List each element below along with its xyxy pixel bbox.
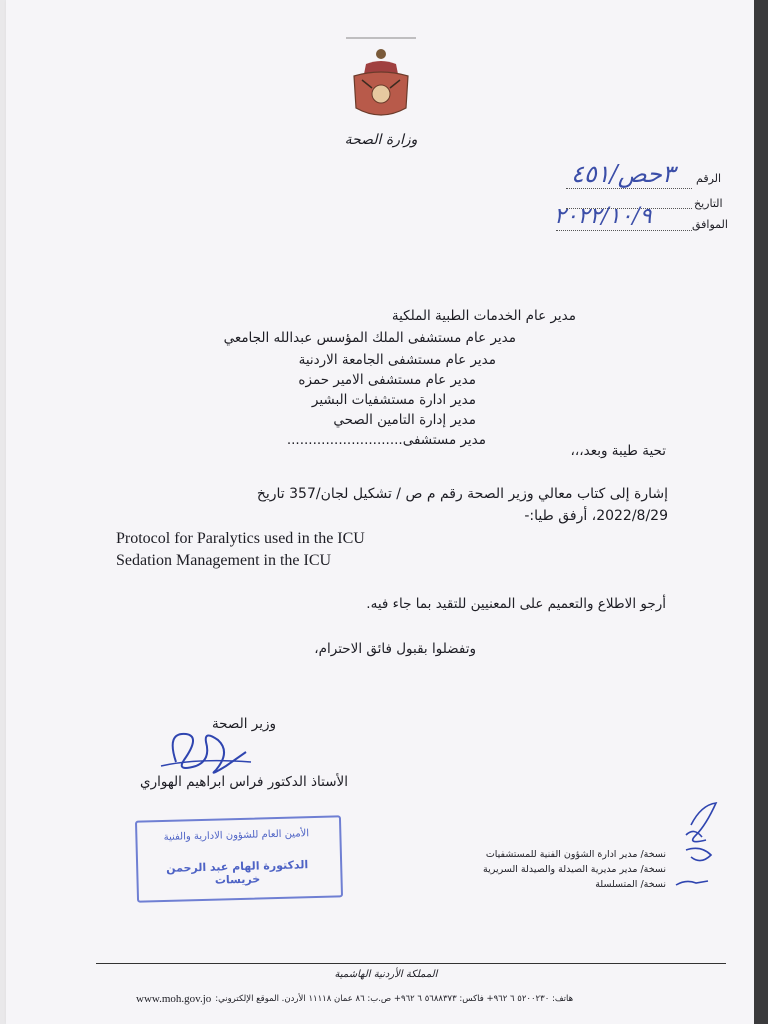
footer-contact-row — [136, 989, 688, 1009]
copy-line-3: نسخة/ المتسلسلة — [595, 879, 666, 890]
greeting: تحية طيبة وبعد،،، — [570, 443, 666, 459]
initials-scribble — [646, 795, 736, 895]
stamp-line-1: الأمين العام للشؤون الادارية والفنية — [163, 828, 310, 843]
closing-text: وتفضلوا بقبول فائق الاحترام، — [314, 641, 476, 657]
scan-edge — [754, 0, 768, 1024]
ref-underline — [566, 188, 692, 189]
signatory-title: وزير الصحة — [211, 716, 276, 732]
footer-kingdom: المملكة الأردنية الهاشمية — [334, 969, 438, 980]
stamp-line-2: الدكتورة الهام عبد الرحمن خريسات — [166, 858, 309, 887]
ref-label: الرقم — [696, 172, 722, 185]
request-text: أرجو الاطلاع والتعميم على المعنيين للتقيد بما جاء فيه. — [366, 596, 666, 612]
letter-page — [6, 0, 754, 1024]
greg-underline — [556, 230, 692, 231]
copy-line-2: نسخة/ مدير مديرية الصيدلة والصيدلة السريرية — [483, 864, 666, 875]
protocol-item-2: Sedation Management in the ICU — [116, 552, 332, 569]
handwritten-signature — [156, 722, 266, 782]
ref-value: ٣حص/٤٥١ — [571, 160, 675, 188]
footer-contact: هاتف: ٥٢٠٠٢٣٠ ٦ ٩٦٢+ فاكس: ٥٦٨٨٣٧٣ ٦ ٩٦٢+ ص.ب: ٨٦ عمان ١١١١٨ الأردن. الموقع الإلكتروني: — [215, 994, 574, 1004]
date-label: التاريخ — [694, 197, 723, 210]
copy-line-1: نسخة/ مدير ادارة الشؤون الفنية للمستشفيات — [485, 849, 666, 860]
recipient-5: مدير ادارة مستشفيات البشير — [311, 392, 476, 408]
footer-website: www.moh.gov.jo — [136, 993, 212, 1005]
signatory-name: الأستاذ الدكتور فراس ابراهيم الهواري — [140, 774, 348, 790]
greg-value: ٢٠٢٢/١٠/٩ — [554, 204, 652, 229]
recipient-3: مدير عام مستشفى الجامعة الاردنية — [298, 352, 496, 368]
reference-line-1: إشارة إلى كتاب معالي وزير الصحة رقم م ص / تشكيل لجان/357 تاريخ — [256, 486, 668, 502]
official-stamp — [135, 815, 343, 902]
ministry-name: وزارة الصحة — [344, 132, 418, 148]
recipient-1: مدير عام الخدمات الطبية الملكية — [391, 308, 576, 324]
footer-divider — [96, 963, 726, 964]
recipient-7: مدير مستشفى........................... — [286, 432, 486, 448]
recipient-6: مدير إدارة التامين الصحي — [333, 412, 476, 428]
recipient-2: مدير عام مستشفى الملك المؤسس عبدالله الجامعي — [223, 330, 516, 346]
greg-label: الموافق — [692, 218, 728, 231]
coat-of-arms-emblem — [336, 30, 426, 125]
protocol-item-1: Protocol for Paralytics used in the ICU — [116, 530, 365, 547]
reference-line-2: 2022/8/29، أرفق طيا:- — [524, 508, 668, 524]
recipient-4: مدير عام مستشفى الامير حمزه — [298, 372, 476, 388]
